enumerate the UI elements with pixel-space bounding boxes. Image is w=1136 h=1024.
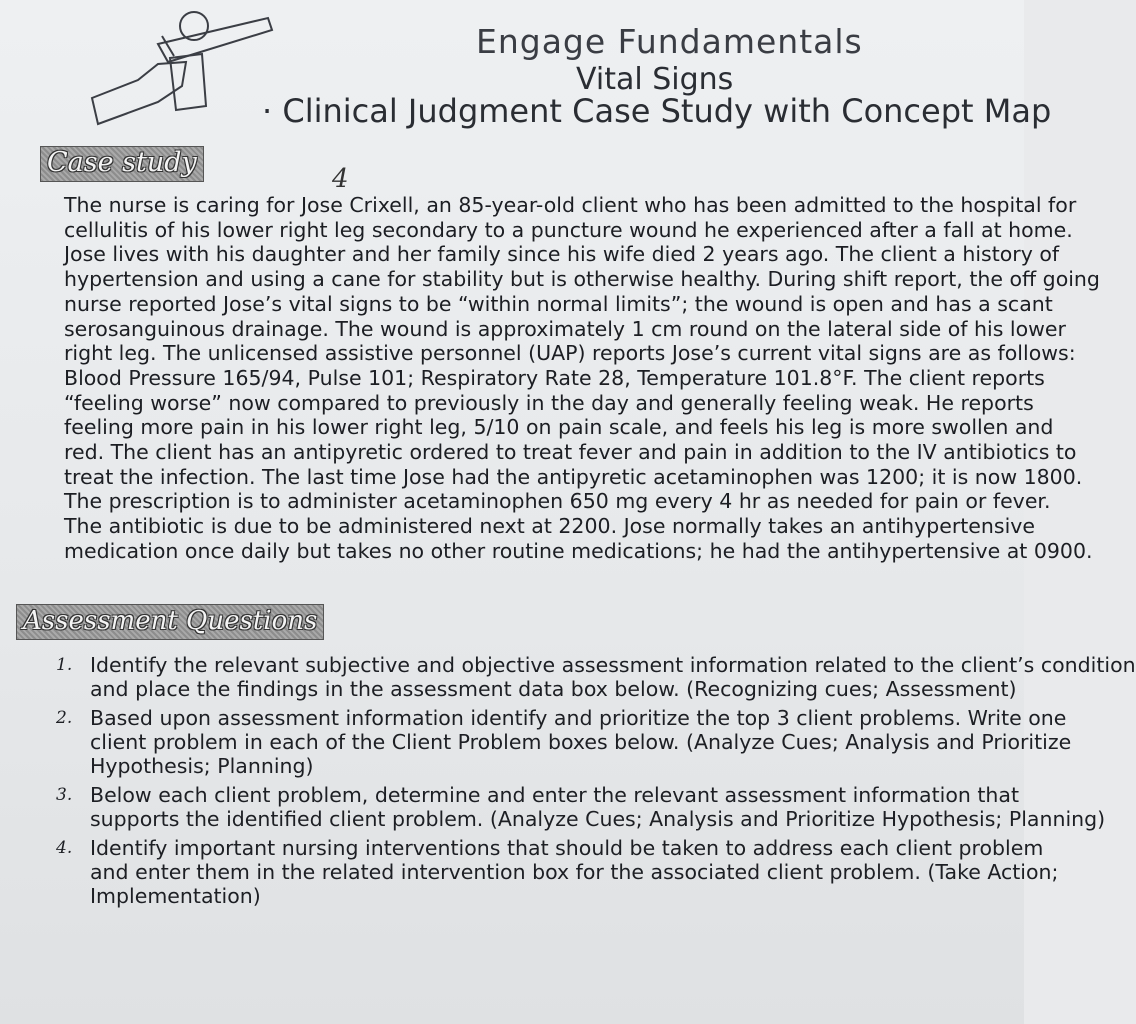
question-line: Below each client problem, determine and enter the relevant assessment information that [90, 783, 1020, 807]
case-study-line: nurse reported Jose’s vital signs to be “within normal limits”; the wound is open and has a scant [64, 291, 1053, 316]
question-number: 2. [56, 708, 73, 728]
case-study-body [64, 193, 1100, 564]
question-line: and place the findings in the assessment data box below. (Recognizing cues; Assessment) [90, 677, 1017, 701]
case-study-line: Blood Pressure 165/94, Pulse 101; Respiratory Rate 28, Temperature 101.8°F. The client reports [64, 365, 1045, 390]
case-study-line: cellulitis of his lower right leg secondary to a puncture wound he experienced after a fall at home. [64, 217, 1073, 242]
case-study-line: “feeling worse” now compared to previously in the day and generally feeling weak. He reports [64, 390, 1034, 415]
case-study-heading: Case study [40, 146, 204, 182]
question-line: Identify important nursing interventions that should be taken to address each client problem [90, 836, 1044, 860]
case-study-line: treat the infection. The last time Jose had the antipyretic acetaminophen was 1200; it is now 1800. [64, 464, 1083, 489]
handwritten-number: 4 [332, 164, 349, 194]
question-line: supports the identified client problem. (Analyze Cues; Analysis and Prioritize Hypothesis; Planning) [90, 807, 1106, 831]
engage-logo-icon [78, 6, 278, 131]
case-study-line: serosanguinous drainage. The wound is approximately 1 cm round on the lateral side of his lower [64, 316, 1066, 341]
question-item [56, 653, 1136, 701]
case-study-line: Jose lives with his daughter and her family since his wife died 2 years ago. The client a history of [64, 242, 1060, 267]
question-line: Hypothesis; Planning) [90, 754, 314, 778]
question-number: 4. [56, 838, 73, 858]
assessment-questions-heading: Assessment Questions [16, 604, 324, 640]
question-number: 3. [56, 785, 73, 805]
case-study-line: right leg. The unlicensed assistive personnel (UAP) reports Jose’s current vital signs are as follows: [64, 341, 1076, 366]
case-study-line: hypertension and using a cane for stability but is otherwise healthy. During shift report, the off going [64, 267, 1100, 292]
case-study-line: feeling more pain in his lower right leg, 5/10 on pain scale, and feels his leg is more swollen and [64, 415, 1054, 440]
question-item [56, 783, 1106, 831]
page-title: · Clinical Judgment Case Study with Concept Map [262, 92, 1052, 130]
assessment-question-list [56, 653, 1136, 913]
question-line: client problem in each of the Client Problem boxes below. (Analyze Cues; Analysis and Prioritize [90, 730, 1072, 754]
question-line: Implementation) [90, 884, 261, 908]
case-study-line: The prescription is to administer acetaminophen 650 mg every 4 hr as needed for pain or fever. [64, 489, 1051, 514]
page-subtitle: Vital Signs [576, 62, 734, 97]
question-line: and enter them in the related intervention box for the associated client problem. (Take Action; [90, 860, 1059, 884]
question-item [56, 706, 1072, 778]
case-study-line: The nurse is caring for Jose Crixell, an 85-year-old client who has been admitted to the hospital for [64, 193, 1077, 217]
case-study-line: red. The client has an antipyretic ordered to treat fever and pain in addition to the IV antibiotics to [64, 440, 1077, 465]
question-number: 1. [56, 655, 73, 675]
case-study-line: medication once daily but takes no other routine medications; he had the antihypertensive at 0900. [64, 538, 1093, 563]
case-study-line: The antibiotic is due to be administered next at 2200. Jose normally takes an antihypertensive [64, 514, 1036, 539]
question-item [56, 836, 1059, 908]
question-line: Based upon assessment information identify and prioritize the top 3 client problems. Write one [90, 706, 1067, 730]
brand-name: Engage Fundamentals [476, 22, 863, 61]
question-line: Identify the relevant subjective and objective assessment information related to the client’s condition [90, 653, 1136, 677]
